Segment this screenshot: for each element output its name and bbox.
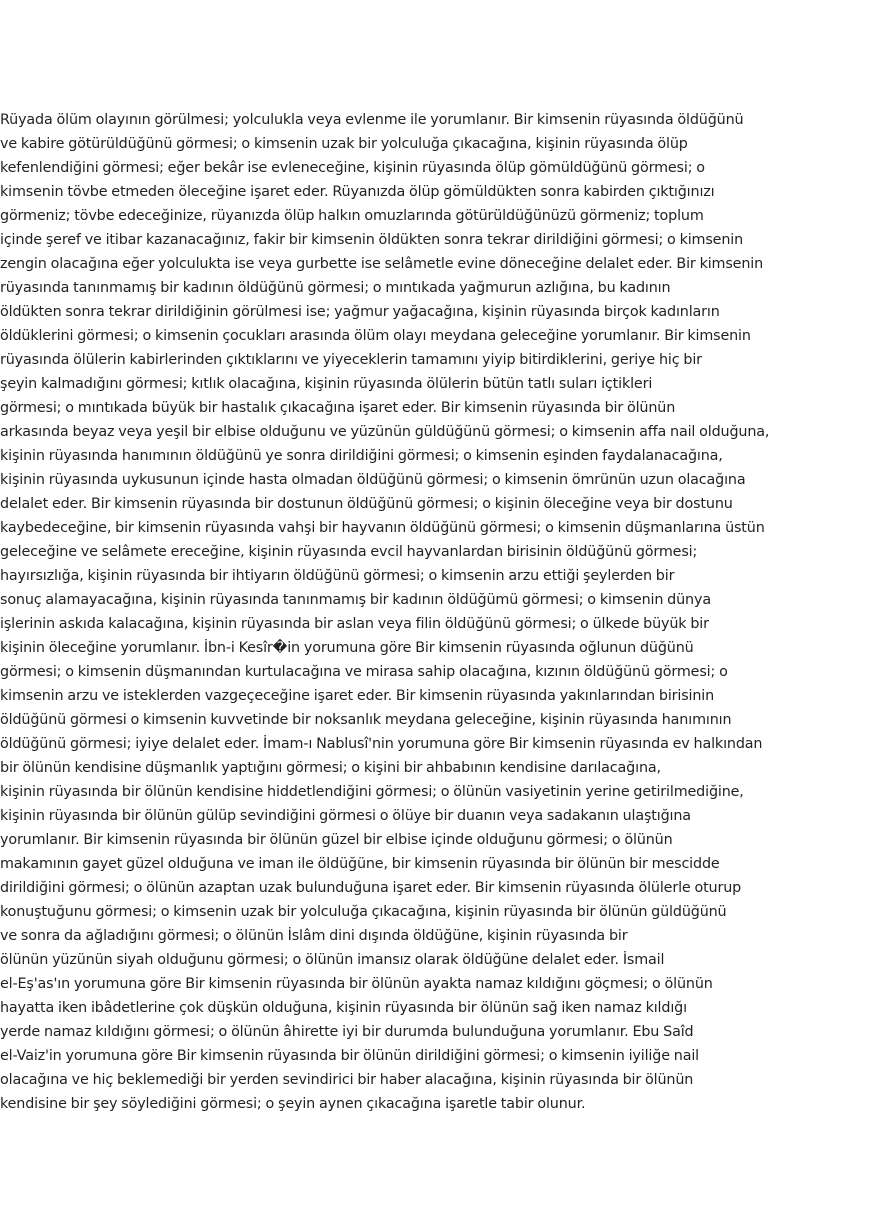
text-line: konuştuğunu görmesi; o kimsenin uzak bir yolculuğa çıkacağına, kişinin rüyasında bir ölünün güldüğünü <box>0 904 727 920</box>
text-line: zengin olacağına eğer yolculukta ise veya gurbette ise selâmetle evine döneceğine delalet eder. Bir kimsenin <box>0 256 764 272</box>
text-line: sonuç alamayacağına, kişinin rüyasında tanınmamış bir kadının öldüğümü görmesi; o kimsenin dünya <box>0 592 711 608</box>
text-line: geleceğine ve selâmete ereceğine, kişinin rüyasında evcil hayvanlardan birisinin öldüğünü görmesi; <box>0 544 698 560</box>
text-line: kişinin öleceğine yorumlanır. İbn-i Kesîr�in yorumuna göre Bir kimsenin rüyasında oğlunun düğünü <box>0 640 694 656</box>
text-line: bir ölünün kendisine düşmanlık yaptığını görmesi; o kişini bir ahbabının kendisine darılacağına, <box>0 760 661 776</box>
text-line: olacağına ve hiç beklemediği bir yerden sevindirici bir haber alacağına, kişinin rüyasında bir ölünün <box>0 1072 694 1088</box>
text-line: görmesi; o kimsenin düşmanından kurtulacağına ve mirasa sahip olacağına, kızının öldüğünü görmesi; o <box>0 664 728 680</box>
text-line: ve kabire götürüldüğünü görmesi; o kimsenin uzak bir yolculuğa çıkacağına, kişinin rüyasında ölüp <box>0 136 688 152</box>
text-line: kişinin rüyasında hanımının öldüğünü ye sonra dirildiğini görmesi; o kimsenin eşinden faydalanacağına, <box>0 448 723 464</box>
text-line: hayatta iken ibâdetlerine çok düşkün olduğuna, kişinin rüyasında bir ölünün sağ iken namaz kıldığı <box>0 1000 687 1016</box>
body-paragraph <box>0 108 880 1116</box>
text-line: öldükten sonra tekrar dirildiğinin görülmesi ise; yağmur yağacağına, kişinin rüyasında birçok kadınların <box>0 304 720 320</box>
text-line: hayırsızlığa, kişinin rüyasında bir ihtiyarın öldüğünü görmesi; o kimsenin arzu ettiği şeylerden bir <box>0 568 675 584</box>
text-line: şeyin kalmadığını görmesi; kıtlık olacağına, kişinin rüyasında ölülerin bütün tatlı suları içtikleri <box>0 376 653 392</box>
text-line: dirildiğini görmesi; o ölünün azaptan uzak bulunduğuna işaret eder. Bir kimsenin rüyasında ölülerle oturup <box>0 880 742 896</box>
text-line: ölünün yüzünün siyah olduğunu görmesi; o ölünün imansız olarak öldüğüne delalet eder. İsmail <box>0 952 665 968</box>
text-line: kimsenin tövbe etmeden öleceğine işaret eder. Rüyanızda ölüp gömüldükten sonra kabirden çıktığınızı <box>0 184 715 200</box>
text-line: görmesi; o mıntıkada büyük bir hastalık çıkacağına işaret eder. Bir kimsenin rüyasında bir ölünün <box>0 400 676 416</box>
text-line: içinde şeref ve itibar kazanacağınız, fakir bir kimsenin öldükten sonra tekrar dirildiğini görmesi; o kimsenin <box>0 232 744 248</box>
text-line: el-Eş'as'ın yorumuna göre Bir kimsenin rüyasında bir ölünün ayakta namaz kıldığını göçmesi; o ölünün <box>0 976 713 992</box>
text-line: arkasında beyaz veya yeşil bir elbise olduğunu ve yüzünün güldüğünü görmesi; o kimsenin affa nail olduğuna, <box>0 424 770 440</box>
text-line: işlerinin askıda kalacağına, kişinin rüyasında bir aslan veya filin öldüğünü görmesi; o ülkede büyük bir <box>0 616 709 632</box>
text-line: kendisine bir şey söylediğini görmesi; o şeyin aynen çıkacağına işaretle tabir olunur. <box>0 1096 586 1112</box>
text-line: kimsenin arzu ve isteklerden vazgeçeceğine işaret eder. Bir kimsenin rüyasında yakınlarından birisinin <box>0 688 715 704</box>
text-line: Rüyada ölüm olayının görülmesi; yolculukla veya evlenme ile yorumlanır. Bir kimsenin rüyasında öldüğünü <box>0 112 744 128</box>
text-line: kişinin rüyasında uykusunun içinde hasta olmadan öldüğünü görmesi; o kimsenin ömrünün uzun olacağına <box>0 472 746 488</box>
text-line: el-Vaiz'in yorumuna göre Bir kimsenin rüyasında bir ölünün dirildiğini görmesi; o kimsenin iyiliğe nail <box>0 1048 699 1064</box>
text-line: ve sonra da ağladığını görmesi; o ölünün İslâm dini dışında öldüğüne, kişinin rüyasında bir <box>0 928 628 944</box>
text-line: kişinin rüyasında bir ölünün kendisine hiddetlendiğini görmesi; o ölünün vasiyetinin yerine getirilmediğine, <box>0 784 744 800</box>
text-line: yorumlanır. Bir kimsenin rüyasında bir ölünün güzel bir elbise içinde olduğunu görmesi; o ölünün <box>0 832 673 848</box>
text-line: görmeniz; tövbe edeceğinize, rüyanızda ölüp halkın omuzlarında götürüldüğünüzü görmeniz; toplum <box>0 208 704 224</box>
document-page <box>0 108 880 1116</box>
text-line: kişinin rüyasında bir ölünün gülüp sevindiğini görmesi o ölüye bir duanın veya sadakanın ulaştığına <box>0 808 691 824</box>
text-line: öldüğünü görmesi; iyiye delalet eder. İmam-ı Nablusî'nin yorumuna göre Bir kimsenin rüyasında ev halkından <box>0 736 763 752</box>
text-line: makamının gayet güzel olduğuna ve iman ile öldüğüne, bir kimsenin rüyasında bir ölünün bir mescidde <box>0 856 720 872</box>
text-line: rüyasında ölülerin kabirlerinden çıktıklarını ve yiyeceklerin tamamını yiyip bitirdiklerini, geriye hiç bir <box>0 352 702 368</box>
text-line: kaybedeceğine, bir kimsenin rüyasında vahşi bir hayvanın öldüğünü görmesi; o kimsenin düşmanlarına üstün <box>0 520 765 536</box>
text-line: yerde namaz kıldığını görmesi; o ölünün âhirette iyi bir durumda bulunduğuna yorumlanır. Ebu Saîd <box>0 1024 694 1040</box>
text-line: delalet eder. Bir kimsenin rüyasında bir dostunun öldüğünü görmesi; o kişinin öleceğine veya bir dostunu <box>0 496 733 512</box>
text-line: kefenlendiğini görmesi; eğer bekâr ise evleneceğine, kişinin rüyasında ölüp gömüldüğünü görmesi; o <box>0 160 705 176</box>
text-line: rüyasında tanınmamış bir kadının öldüğünü görmesi; o mıntıkada yağmurun azlığına, bu kadının <box>0 280 671 296</box>
text-line: öldüğünü görmesi o kimsenin kuvvetinde bir noksanlık meydana geleceğine, kişinin rüyasında hanımının <box>0 712 732 728</box>
text-line: öldüklerini görmesi; o kimsenin çocukları arasında ölüm olayı meydana geleceğine yorumlanır. Bir kimsenin <box>0 328 751 344</box>
